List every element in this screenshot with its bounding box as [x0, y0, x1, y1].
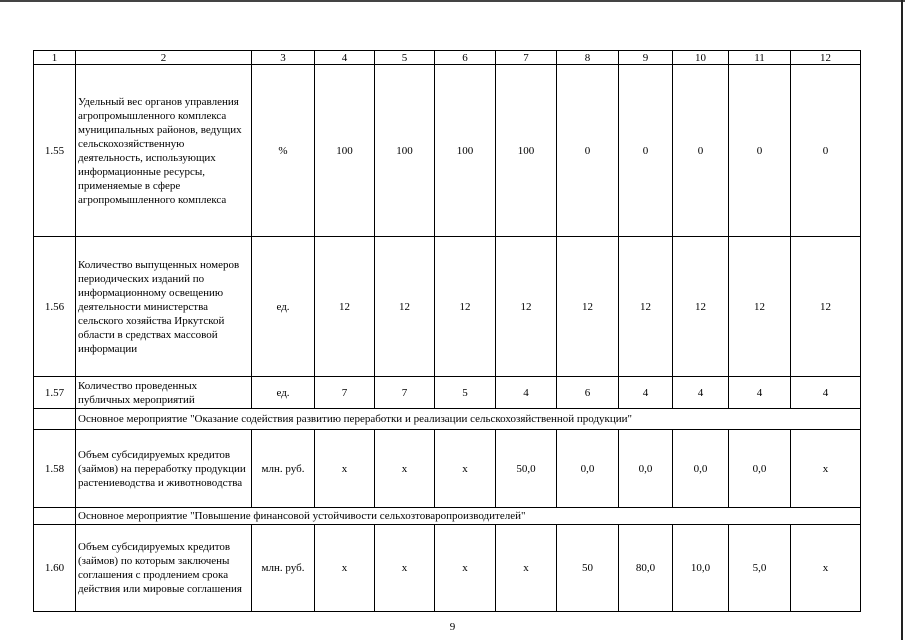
column-number-cell: 3: [252, 51, 315, 65]
row-number: 1.58: [34, 430, 76, 508]
table-row: [34, 525, 861, 612]
unit-cell: ед.: [252, 237, 315, 377]
value-cell: 12: [315, 237, 375, 377]
value-cell: х: [375, 430, 435, 508]
value-cell: х: [315, 525, 375, 612]
row-number: 1.56: [34, 237, 76, 377]
column-number-cell: 9: [619, 51, 673, 65]
page-number: 9: [449, 621, 456, 633]
value-cell: 0: [673, 65, 729, 237]
value-cell: 4: [619, 377, 673, 409]
section-heading-text: Основное мероприятие "Повышение финансовой устойчивости сельхозтоваропроизводителей": [78, 510, 526, 522]
value-cell: 0: [619, 65, 673, 237]
unit-cell: млн. руб.: [252, 525, 315, 612]
section-row: [34, 409, 861, 430]
column-number-cell: 5: [375, 51, 435, 65]
value-cell: 0,0: [557, 430, 619, 508]
column-number-cell: 8: [557, 51, 619, 65]
value-cell: х: [435, 430, 496, 508]
table-row: [34, 377, 861, 409]
value-cell: 80,0: [619, 525, 673, 612]
row-number: 1.60: [34, 525, 76, 612]
value-cell: х: [791, 430, 861, 508]
value-cell: 6: [557, 377, 619, 409]
value-cell: 5: [435, 377, 496, 409]
value-cell: 4: [673, 377, 729, 409]
value-cell: 12: [435, 237, 496, 377]
value-cell: х: [496, 525, 557, 612]
value-cell: 12: [619, 237, 673, 377]
value-cell: 0: [729, 65, 791, 237]
value-cell: 12: [791, 237, 861, 377]
value-cell: 12: [375, 237, 435, 377]
section-heading: [76, 409, 861, 430]
value-cell: 12: [496, 237, 557, 377]
value-cell: 4: [791, 377, 861, 409]
value-cell: 100: [496, 65, 557, 237]
value-cell: 12: [729, 237, 791, 377]
value-cell: 100: [375, 65, 435, 237]
value-cell: 4: [729, 377, 791, 409]
table-row: [34, 65, 861, 237]
row-number: 1.57: [34, 377, 76, 409]
column-number-cell: 12: [791, 51, 861, 65]
scan-edge-right: [901, 0, 903, 640]
column-number-cell: 10: [673, 51, 729, 65]
indicator-name: Объем субсидируемых кредитов (займов) по которым заключены соглашения с продлением срока действия или мировые соглашения: [76, 525, 252, 612]
column-number-cell: 4: [315, 51, 375, 65]
indicators-table: [33, 50, 861, 612]
column-number-row: [34, 51, 861, 65]
unit-cell: млн. руб.: [252, 430, 315, 508]
scan-edge-top: [0, 0, 905, 2]
section-row: [34, 508, 861, 525]
value-cell: 12: [673, 237, 729, 377]
row-number-empty: [34, 409, 76, 430]
value-cell: 7: [315, 377, 375, 409]
value-cell: 50: [557, 525, 619, 612]
table-row: [34, 430, 861, 508]
value-cell: 12: [557, 237, 619, 377]
value-cell: 5,0: [729, 525, 791, 612]
value-cell: 0,0: [619, 430, 673, 508]
value-cell: х: [375, 525, 435, 612]
value-cell: х: [315, 430, 375, 508]
section-heading-text: Основное мероприятие "Оказание содействия развитию переработки и реализации сельскохозяйственной продукции": [78, 413, 633, 425]
indicator-name: Количество выпущенных номеров периодических изданий по информационному освещению деятельности министерства сельского хозяйства Иркутской области в средствах массовой информации: [76, 237, 252, 377]
value-cell: 0,0: [673, 430, 729, 508]
value-cell: 4: [496, 377, 557, 409]
value-cell: х: [435, 525, 496, 612]
value-cell: 10,0: [673, 525, 729, 612]
row-number-empty: [34, 508, 76, 525]
value-cell: х: [791, 525, 861, 612]
unit-cell: %: [252, 65, 315, 237]
value-cell: 7: [375, 377, 435, 409]
column-number-cell: 11: [729, 51, 791, 65]
column-number-cell: 1: [34, 51, 76, 65]
indicator-name: Количество проведенных публичных мероприятий: [76, 377, 252, 409]
column-number-cell: 6: [435, 51, 496, 65]
indicator-name: Удельный вес органов управления агропромышленного комплекса муниципальных районов, ведущих сельскохозяйственную деятельность, использующих информационные ресурсы, применяемые в сфере агропромышленного комплекса: [76, 65, 252, 237]
value-cell: 50,0: [496, 430, 557, 508]
unit-cell: ед.: [252, 377, 315, 409]
value-cell: 0: [791, 65, 861, 237]
section-heading: [76, 508, 861, 525]
column-number-cell: 7: [496, 51, 557, 65]
value-cell: 100: [315, 65, 375, 237]
value-cell: 0: [557, 65, 619, 237]
row-number: 1.55: [34, 65, 76, 237]
indicator-name: Объем субсидируемых кредитов (займов) на переработку продукции растениеводства и животноводства: [76, 430, 252, 508]
table-row: [34, 237, 861, 377]
value-cell: 100: [435, 65, 496, 237]
value-cell: 0,0: [729, 430, 791, 508]
column-number-cell: 2: [76, 51, 252, 65]
